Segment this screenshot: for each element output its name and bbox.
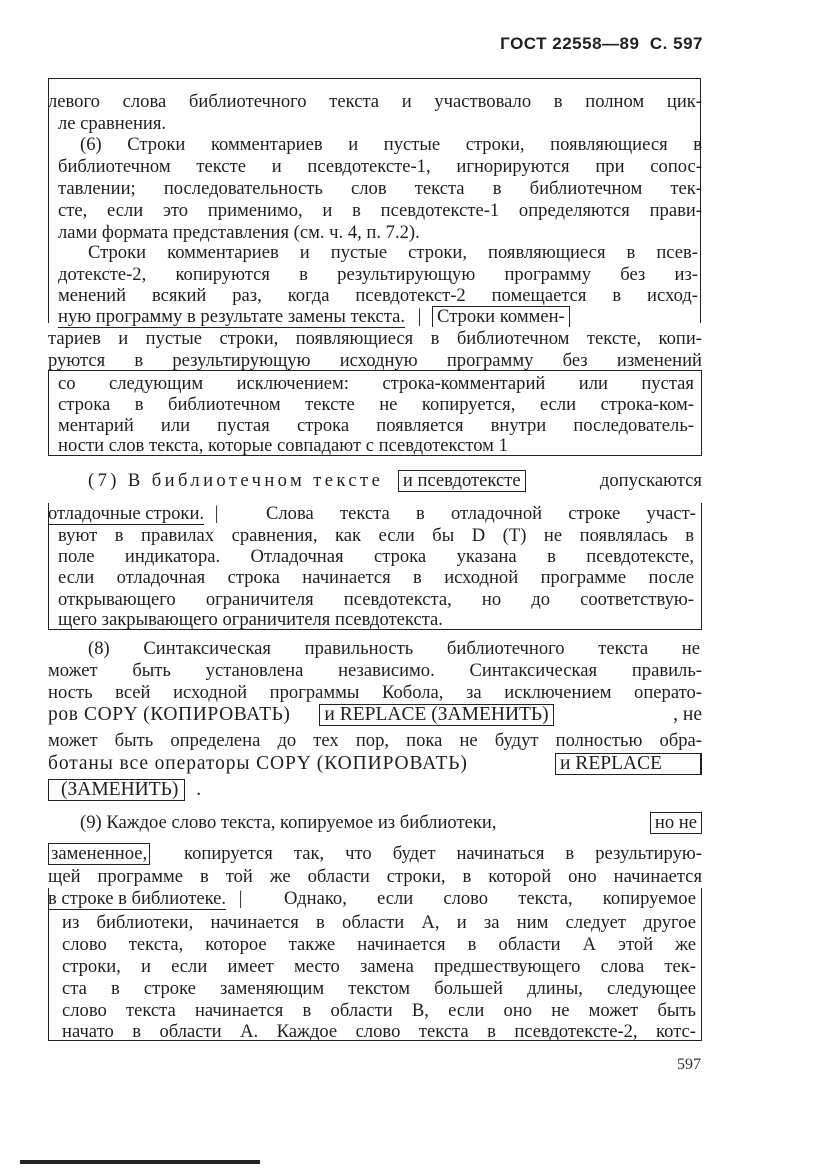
text-fragment: ров COPY (КОПИРОВАТЬ) [48,704,291,725]
text-line: в строке в библиотеке. | Однако, если слово текста, копируемое [48,888,696,909]
text-line: поле индикатора. Отладочная строка указана в псевдотексте, [58,546,694,567]
boxed-fragment: и псевдотексте [398,470,526,492]
text-line [80,812,702,834]
text-line [48,704,702,726]
text-line: тавлении; последовательность слов текста в библиотечном тек- [58,178,702,199]
text-line [48,779,201,801]
text-line: ле сравнения. [58,113,167,134]
boxed-fragment: ную программу в результате замены текста. [58,306,405,327]
text-line: отладочные строки. | Слова текста в отладочной строке участ- [48,503,696,524]
boxed-fragment: отладочные строки. [48,503,205,524]
text-line [48,753,702,775]
text-line: щего закрывающего ограничителя псевдотекста. [58,609,443,630]
text-line: сте, если это применимо, и в псевдотексте-1 определяются прави- [58,200,702,221]
text-line: (6) Строки комментариев и пустые строки, появляющиеся в [80,134,702,155]
text-line: из библиотеки, начинается в области А, и за ним следует другое [62,912,696,933]
page-number: 597 [677,1056,701,1073]
text-line: Строки комментариев и пустые строки, появляющиеся в псев- [88,242,698,263]
text-line: со следующим исключением: строка-комментарий или пустая [58,373,694,394]
boxed-fragment: в строке в библиотеке. [48,888,227,909]
text-line: менений всякий раз, когда псевдотекст-2 помещается в исход- [58,285,698,306]
text-line: ста в строке заменяющим текстом большей длины, следующее [62,978,696,999]
text-line: щей программе в той же области строки, в которой оно начинается [48,866,702,887]
text-fragment: ботаны все операторы COPY (КОПИРОВАТЬ) [48,753,468,774]
text-line: слово текста начинается в области В, если оно не может быть [62,1000,696,1021]
text-line: дотексте-2, копируются в результирующую программу без из- [58,264,698,285]
text-line: если отладочная строка начинается в исходной программе после [58,567,694,588]
boxed-fragment: Строки коммен- [432,306,570,327]
text-line: библиотечном тексте и псевдотексте-1, игнорируются при сопос- [58,156,702,177]
text-line: начато в области А. Каждое слово текста в псевдотексте-2, котс- [62,1021,696,1042]
text-line: строка в библиотечном тексте не копируется, если строка-ком- [58,394,694,415]
text-fragment: допускаются [599,470,702,491]
text-fragment: Слова текста в отладочной строке участ- [266,503,696,524]
text-line: вуют в правилах сравнения, как если бы D (Т) не появлялась в [58,525,694,546]
text-line: ности слов текста, которые совпадают с псевдотекстом 1 [58,435,508,456]
text-line: ную программу в результате замены текста. | Строки коммен- [58,306,570,328]
boxed-fragment: (ЗАМЕНИТЬ) [48,779,185,801]
text-line: ментарий или пустая строка появляется внутри последователь- [58,415,694,436]
text-line: левого слова библиотечного текста и участвовало в полном цик- [48,91,702,112]
text-line: (8) Синтаксическая правильность библиотечного текста не [88,638,700,659]
boxed-fragment: и REPLACE [555,753,702,775]
text-fragment: (9) Каждое слово текста, копируемое из библиотеки, [80,812,497,833]
text-line: руются в результирующую исходную программу без изменений [48,350,702,371]
text-line: лами формата представления (см. ч. 4, п. 7.2). [58,222,420,243]
text-line: открывающего ограничителя псевдотекста, но до соответствую- [58,589,694,610]
text-line: может быть установлена независимо. Синтаксическая правиль- [48,660,702,681]
text-line: может быть определена до тех пор, пока не будут полностью обра- [48,730,702,751]
text-line: строки, и если имеет место замена предшествующего слова тек- [62,956,696,977]
page-body [48,0,702,1169]
scan-edge-bar [20,1160,260,1164]
boxed-fragment: замененное, [48,843,150,865]
text-fragment: копируется так, что будет начинаться в результирую- [184,843,702,864]
text-line: ность всей исходной программы Кобола, за исключением операто- [48,682,702,703]
text-fragment: , не [673,704,702,725]
text-line [88,470,702,492]
header-page: С. 597 [649,34,703,53]
boxed-fragment: но не [650,812,702,834]
text-line: тариев и пустые строки, появляющиеся в библиотечном тексте, копи- [48,328,702,349]
boxed-fragment: и REPLACE (ЗАМЕНИТЬ) [319,704,553,726]
standard-number: ГОСТ 22558—89 [500,34,640,53]
text-fragment: . [196,779,202,800]
text-line [48,843,702,865]
text-fragment: (7) В библиотечном тексте [88,470,384,491]
text-line: слово текста, которое также начинается в области А этой же [62,934,696,955]
text-fragment: Однако, если слово текста, копируемое [284,888,696,909]
